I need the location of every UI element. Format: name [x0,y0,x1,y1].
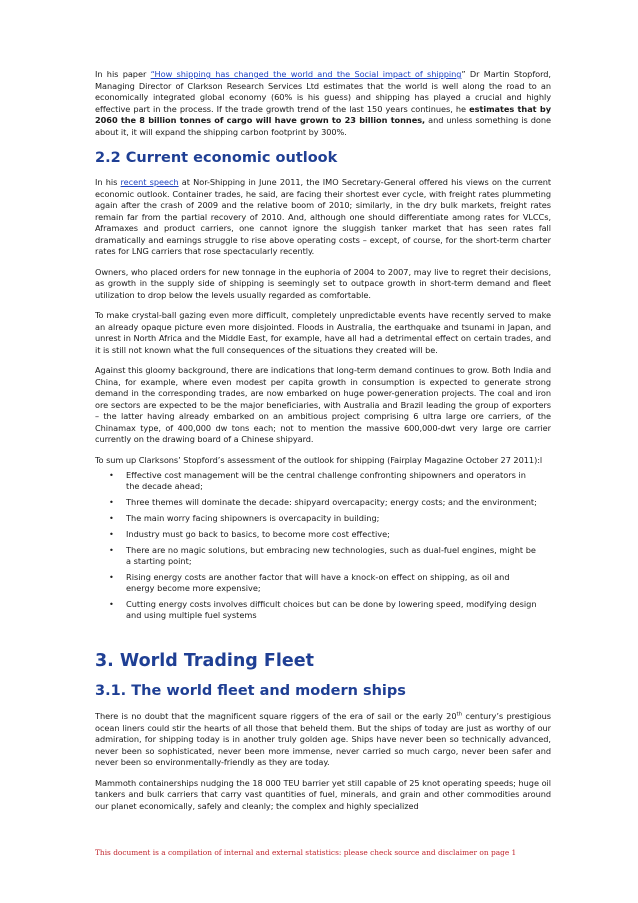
page-content [95,69,551,821]
list-item [95,470,551,492]
bullet-icon: • [109,513,114,523]
section-heading-economic-outlook: 2.2 Current economic outlook [95,150,338,166]
list-item-text: Industry must go back to basics, to become more cost effective; [126,529,390,539]
outlook-paragraph-5: To sum up Clarksons’ Stopford’s assessment of the outlook for shipping (Fairplay Magazine October 27 2011):l [95,454,543,465]
bullet-icon: • [109,497,114,507]
list-item-text: Effective cost management will be the central challenge confronting shipowners and operators in the decade ahead; [126,470,526,491]
list-item-text: Cutting energy costs involves difficult choices but can be done by lowering speed, modifying design and using multiple fuel systems [126,599,537,620]
bullet-icon: • [109,572,114,582]
list-item [95,599,551,621]
outlook-paragraph-2: Owners, who placed orders for new tonnage in the euphoria of 2004 to 2007, may live to regret their decisions, as growth in the supply side of shipping is seemingly set to outpace growth in short-term demand and fleet utilization to drop below the levels usually regarded as comfortable. [95,266,551,300]
list-item [95,545,551,567]
recent-speech-link[interactable]: recent speech [120,177,179,187]
intro-pre-link: In his paper [95,69,151,79]
list-item-text: Three themes will dominate the decade: shipyard overcapacity; energy costs; and the environment; [126,497,537,507]
fleet-paragraph-1 [95,711,551,769]
subsection-heading-world-fleet: 3.1. The world fleet and modern ships [95,683,406,699]
outlook-p1-pre: In his [95,177,121,187]
superscript-th: th [456,711,463,718]
list-item-text: Rising energy costs are another factor that will have a knock-on effect on shipping, as oil and energy become more expensive; [126,572,510,593]
list-item-text: There are no magic solutions, but embracing new technologies, such as dual-fuel engines, might be a starting point; [126,545,536,566]
bullet-icon: • [109,470,114,480]
fleet-p1-post: century’s prestigious ocean liners could stir the hearts of all those that beheld them. But the ships of today are just as worthy of our admiration, for shipping today is in another truly golden age. Ships have never been so technically advanced, never been so sophisticated, never been more immense, never carried so much cargo, never been safer and never been so environmentally-friendly as they are today. [95,711,551,767]
bullet-icon: • [109,529,114,539]
outlook-paragraph-4: Against this gloomy background, there are indications that long-term demand continues to grow. Both India and China, for example, where even modest per capita growth in consumption is expected to generate strong demand in the corresponding trades, are now embarked on huge power-generation projects. The coal and iron ore sectors are expected to be the major beneficiaries, with Australia and Brazil leading the group of exporters – the latter having already embarked on an ambitious project comprising 6 ultra large ore carriers, of the Chinamax type, of 400,000 dw tons each; not to mention the massive 600,000-dwt very large ore carrier currently on the drawing board of a Chinese shipyard. [95,365,551,444]
list-item [95,529,551,540]
section-heading-world-trading-fleet: 3. World Trading Fleet [95,651,314,671]
page-footer: This document is a compilation of internal and external statistics: please check source and disclaimer on page 1 [95,848,517,857]
fleet-p1-pre: There is no doubt that the magnificent square riggers of the era of sail or the early 20 [95,711,457,721]
outlook-p1-post: at Nor-Shipping in June 2011, the IMO Secretary-General offered his views on the current economic outlook. Container trades, he said, are facing their shortest ever cycle, with freight rates plummeting again after the crash of 2009 and the relative boom of 2010; similarly, in the dry bulk markets, freight rates remain far from the partial recovery of 2010. And, although one should differentiate among rates for VLCCs, Aframaxes and product carriers, one cannot ignore the sluggish tanker market that has seen rates fall dramatically and earnings struggle to rise above operating costs – except, of course, for the short-term charter rates for LNG carriers that rose spectacularly recently. [95,177,552,256]
fleet-paragraph-2: Mammoth containerships nudging the 18 000 TEU barrier yet still capable of 25 knot operating speeds; huge oil tankers and bulk carriers that carry vast quantities of fuel, minerals, and grain and other commodities around our planet economically, safely and cleanly; the complex and highly specialized [95,777,551,811]
paper-link[interactable]: “How shipping has changed the world and the Social impact of shipping [150,69,462,79]
list-item [95,497,551,508]
list-item [95,572,551,594]
bullet-icon: • [109,545,114,555]
intro-bold-estimate: estimates that by 2060 the 8 billion tonnes of cargo will have grown to 23 billion tonnes, [95,103,551,125]
list-item-text: The main worry facing shipowners is overcapacity in building; [126,513,380,523]
outlook-paragraph-1 [95,177,551,258]
bullet-icon: • [109,599,114,609]
intro-tail: and unless something is done about it, it will expand the shipping carbon footprint by 300%. [95,115,551,137]
list-item [95,513,551,524]
outlook-paragraph-3: To make crystal-ball gazing even more difficult, completely unpredictable events have recently served to make an already opaque picture even more disjointed. Floods in Australia, the earthquake and tsunami in Japan, and unrest in North Africa and the Middle East, for example, have all had a detrimental effect on certain trades, and it is still not known what the full consequences of the situations they created will be. [95,310,551,355]
assessment-bullet-list [95,470,551,621]
intro-paragraph [95,69,551,138]
intro-post-link: ” Dr Martin Stopford, Managing Director of Clarkson Research Services Ltd estimates that the world is well along the road to an economically integrated global economy (60% is his guess) and shipping has played a crucial and highly effective part in the process. If the trade growth trend of the last 150 years continues, he [95,69,551,114]
